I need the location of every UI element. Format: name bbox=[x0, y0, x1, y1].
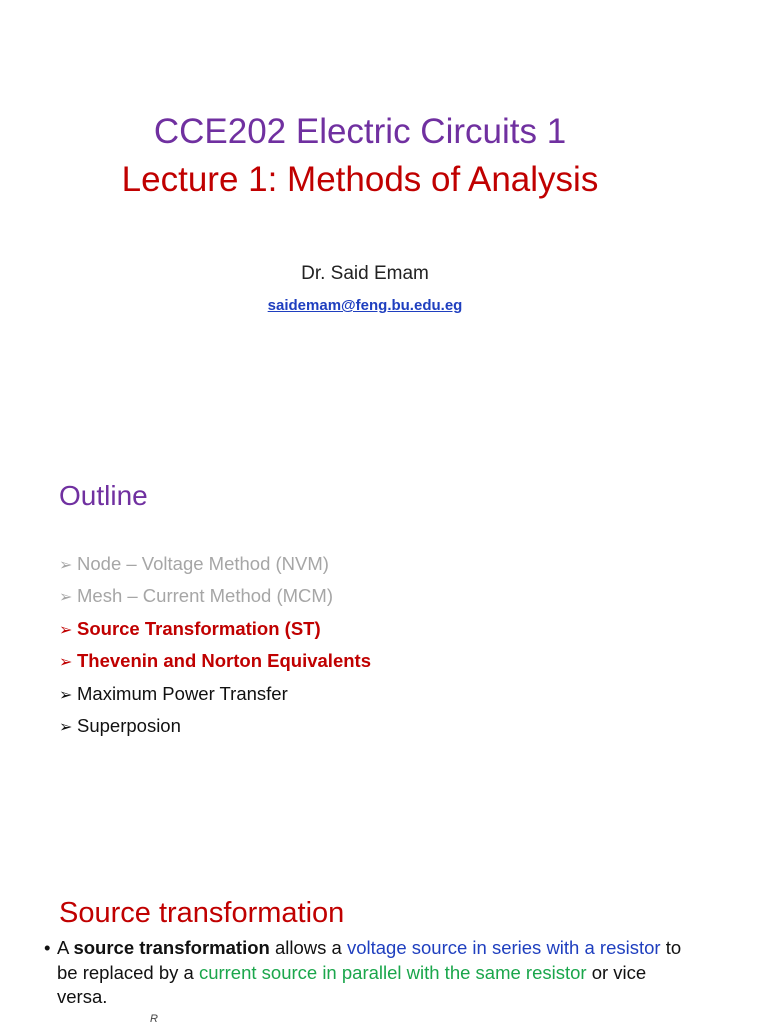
text-run: to be replaced by a bbox=[57, 937, 682, 983]
outline-list bbox=[59, 548, 371, 742]
arrow-bullet-icon: ➢ bbox=[59, 686, 73, 704]
bullet-paragraph bbox=[44, 936, 684, 1010]
outline-item-label: Source Transformation (ST) bbox=[77, 617, 321, 639]
text-run: allows a bbox=[269, 937, 347, 958]
arrow-bullet-icon: ➢ bbox=[59, 654, 73, 672]
outline-title: Outline bbox=[59, 480, 148, 511]
voltage-source-phrase: voltage source in series with a resistor bbox=[346, 937, 661, 958]
lecture-course-title: CCE202 Electric Circuits 1 bbox=[153, 112, 567, 151]
lecture-subtitle: Lecture 1: Methods of Analysis bbox=[121, 160, 599, 199]
section-title: Source transformation bbox=[59, 897, 345, 929]
bullet-text bbox=[44, 936, 684, 1010]
outline-item-label: Mesh – Current Method (MCM) bbox=[77, 585, 333, 607]
author-email bbox=[0, 296, 730, 316]
outline-item-max-power bbox=[59, 678, 371, 710]
bullet-dot-icon: • bbox=[44, 937, 51, 958]
arrow-bullet-icon: ➢ bbox=[59, 621, 73, 639]
cropped-diagram-label: R bbox=[150, 1013, 158, 1025]
outline-item-label: Superposion bbox=[77, 714, 181, 736]
outline-item-label: Node – Voltage Method (NVM) bbox=[77, 553, 329, 574]
term-source-transformation: source transformation bbox=[73, 937, 270, 958]
text-run: or vice versa. bbox=[57, 961, 647, 1007]
author-name: Dr. Said Emam bbox=[301, 263, 429, 284]
arrow-bullet-icon: ➢ bbox=[59, 718, 73, 736]
outline-item-thevenin bbox=[59, 645, 371, 677]
outline-item-superposition bbox=[59, 710, 371, 742]
arrow-bullet-icon: ➢ bbox=[59, 589, 73, 607]
email-link[interactable]: saidemam@feng.bu.edu.eg bbox=[267, 297, 463, 314]
arrow-bullet-icon: ➢ bbox=[59, 557, 73, 574]
outline-item-nvm bbox=[59, 548, 371, 580]
outline-item-label: Maximum Power Transfer bbox=[77, 682, 288, 704]
outline-item-label: Thevenin and Norton Equivalents bbox=[77, 650, 371, 672]
outline-item-mcm bbox=[59, 580, 371, 612]
outline-item-st bbox=[59, 613, 371, 645]
current-source-phrase: current source in parallel with the same resistor bbox=[198, 961, 587, 983]
text-run: A bbox=[57, 937, 74, 958]
